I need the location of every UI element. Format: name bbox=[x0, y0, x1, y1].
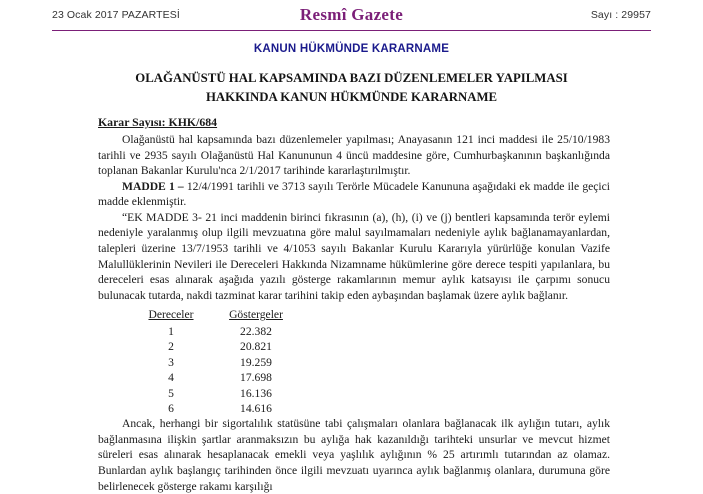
closing-paragraph: Ancak, herhangi bir sigortalılık statüsüne tabi çalışmaları olanlara bağlanacak ilk aylığın tutarı, aylık bağlanmasına ilişkin şartlar aranmaksızın bu aylığa hak kazanıldığı tarihteki unsurlar ve mevcut hizmet süreleri esas alınarak hesaplanacak emekli veya yaşlılık aylığının % 25 artırımlı tutarından az olamaz. Bunlardan aylık başlangıç tarihinden önce ilgili mevzuatı uyarınca aylık bağlanmış olanlara, durumuna göre belirlenecek gösterge rakamı karşılığı bbox=[98, 417, 610, 493]
masthead-divider bbox=[52, 30, 651, 31]
table-row bbox=[134, 355, 304, 370]
gazette-title: Resmî Gazete bbox=[299, 5, 404, 24]
publication-date: 23 Ocak 2017 PAZARTESİ bbox=[52, 9, 180, 21]
cell-derece: 3 bbox=[168, 355, 174, 369]
table-row bbox=[134, 386, 304, 401]
article-1-text: 12/4/1991 tarihli ve 3713 sayılı Terörle Mücadele Kanununa aşağıdaki ek madde ile geçici madde eklenmiştir. bbox=[98, 179, 610, 209]
page-title bbox=[0, 69, 703, 106]
cell-derece: 4 bbox=[168, 371, 174, 385]
table-row bbox=[134, 370, 304, 385]
column-header-dereceler: Dereceler bbox=[148, 308, 194, 322]
article-1-paragraph bbox=[98, 179, 610, 210]
cell-gosterge: 19.259 bbox=[240, 355, 272, 369]
cell-gosterge: 22.382 bbox=[240, 324, 272, 338]
section-heading: KANUN HÜKMÜNDE KARARNAME bbox=[253, 43, 450, 55]
decision-number: Karar Sayısı: KHK/684 bbox=[98, 115, 218, 130]
cell-derece: 1 bbox=[168, 324, 174, 338]
cell-derece: 2 bbox=[168, 340, 174, 354]
column-header-gostergeler: Göstergeler bbox=[229, 308, 283, 322]
document-body bbox=[0, 115, 703, 494]
cell-derece: 5 bbox=[168, 386, 174, 400]
cell-gosterge: 17.698 bbox=[240, 371, 272, 385]
doc-title-line-2: HAKKINDA KANUN HÜKMÜNDE KARARNAME bbox=[205, 89, 498, 104]
table-row bbox=[134, 324, 304, 339]
intro-paragraph: Olağanüstü hal kapsamında bazı düzenlemeler yapılması; Anayasanın 121 inci maddesi ile 25/10/1983 tarihli ve 2935 sayılı Olağanüstü Hal Kanununun 4 üncü maddesine göre, Cumhurbaşkanının başkanlığında toplanan Bakanlar Kurulu'nca 2/1/2017 tarihinde kararlaştırılmıştır. bbox=[98, 132, 610, 178]
article-1-label: MADDE 1 – bbox=[122, 179, 187, 193]
cell-gosterge: 16.136 bbox=[240, 386, 272, 400]
table-row bbox=[134, 339, 304, 354]
table-header-row bbox=[134, 307, 304, 324]
table-body bbox=[134, 324, 304, 416]
doc-title-line-1: OLAĞANÜSTÜ HAL KAPSAMINDA BAZI DÜZENLEMELER YAPILMASI bbox=[135, 71, 568, 85]
cell-gosterge: 20.821 bbox=[240, 340, 272, 354]
table-row bbox=[134, 401, 304, 416]
indicator-table-wrapper bbox=[98, 307, 610, 416]
indicator-table bbox=[134, 307, 304, 416]
masthead bbox=[0, 0, 703, 28]
issue-number: Sayı : 29957 bbox=[590, 9, 651, 21]
ek-madde-3-paragraph: “EK MADDE 3- 21 inci maddenin birinci fıkrasının (a), (h), (i) ve (j) bentleri kapsamında terör eylemi nedeniyle yaralanmış olup ilgili mevzuatına göre malul sayılmamaları nedeniyle aylık bağlanamayanlardan, talepleri üzerine 13/7/1953 tarihli ve 4/1053 sayılı Bakanlar Kurulu Kararıyla yürürlüğe konulan Vazife Malullüklerinin Nevileri ile Dereceleri Hakkında Nizamname hükümlerine göre derece tespiti yapılanlara, bu dereceleri esas alınarak aşağıda yazılı gösterge rakamlarının memur aylık katsayısı ile çarpımı sonucu bulunacak tutarda, nakdi tazminat karar tarihini takip eden aybaşından başlamak üzere aylık bağlanır. bbox=[98, 210, 610, 302]
cell-gosterge: 14.616 bbox=[240, 401, 272, 415]
cell-derece: 6 bbox=[168, 401, 174, 415]
